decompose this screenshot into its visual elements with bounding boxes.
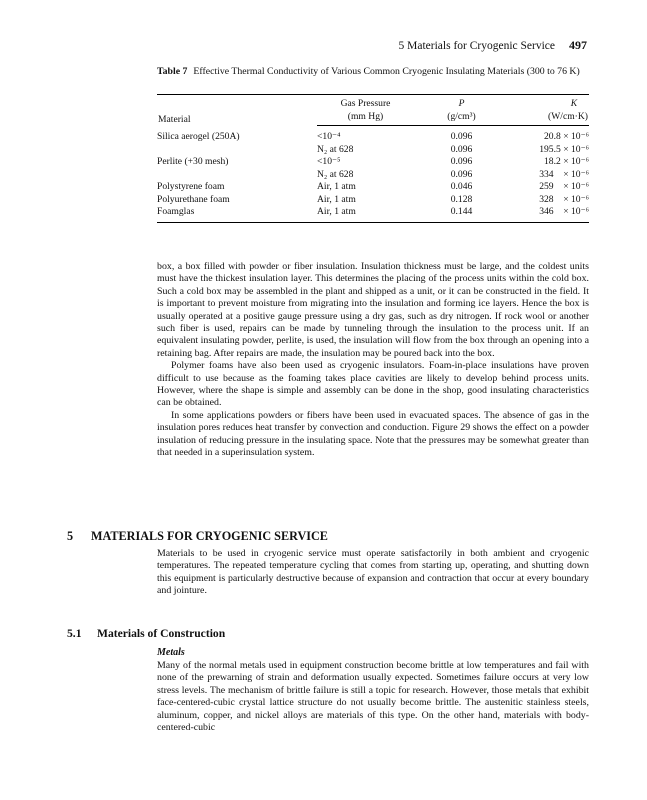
- col-header-material: Material: [157, 95, 317, 126]
- cell-material: Foamglas: [157, 206, 317, 222]
- body-text-continuation: [157, 261, 589, 460]
- cell-k: 20.8 × 10⁻⁶: [544, 131, 589, 142]
- metals-text: [157, 660, 589, 734]
- col-header-p-unit: (g/cm³): [414, 110, 509, 126]
- cell-gas: <10⁻⁴: [317, 131, 341, 142]
- running-title: 5 Materials for Cryogenic Service: [398, 40, 555, 52]
- cell-material: Polyurethane foam: [157, 193, 230, 205]
- cell-k: 259 × 10⁻⁶: [539, 181, 589, 192]
- cell-material: Perlite (+30 mesh): [157, 156, 229, 167]
- cell-k: 195.5 × 10⁻⁶: [539, 143, 589, 155]
- running-header: [399, 38, 587, 53]
- cell-p: 0.144: [414, 206, 509, 222]
- k-symbol: K: [570, 98, 578, 109]
- cell-k: 346 × 10⁻⁶: [509, 206, 589, 222]
- cell-material: [157, 169, 317, 182]
- subsection-title: Materials of Construction: [97, 627, 226, 640]
- cell-material: Polystyrene foam: [157, 181, 225, 192]
- cell-k: 328 × 10⁻⁶: [539, 193, 589, 205]
- cell-gas: N₂ at 628: [317, 143, 354, 155]
- cell-gas: N₂ at 628: [317, 168, 354, 180]
- section-intro-text: [157, 548, 589, 598]
- cell-gas: <10⁻⁵: [317, 156, 341, 167]
- conductivity-table: [157, 94, 589, 223]
- subsection-heading: [67, 627, 225, 640]
- table-row: [157, 169, 589, 182]
- cell-p: 0.096: [450, 131, 473, 142]
- cell-k: 18.2 × 10⁻⁶: [544, 156, 589, 167]
- section-number: 5: [67, 529, 74, 543]
- col-header-k: [509, 95, 589, 111]
- section-title: MATERIALS FOR CRYOGENIC SERVICE: [91, 529, 328, 543]
- col-header-gas: Gas Pressure: [317, 95, 414, 111]
- table-label: Table 7: [157, 66, 188, 77]
- cell-gas: Air, 1 atm: [317, 206, 414, 222]
- col-header-gas-unit: (mm Hg): [317, 110, 414, 126]
- paragraph: box, a box filled with powder or fiber insulation. Insulation thickness must be large, and the coldest units must have the thickest insulation layer. This determines the placing of the process units within the cold box. Such a cold box may be assembled in the plant and shipped as a unit, or it can be constructed in the field. It is important to prevent moisture from migrating into the insulation and forming ice layers. Hence the box is usually operated at a positive gauge pressure using a dry gas, such as dry nitrogen. If rock wool or another such fiber is used, repairs can be made by tunneling through the insulation to the process unit. If an equivalent insulating powder, perlite, is used, the insulation will flow from the box through an opening into a retaining bag. After repairs are made, the insulation may be poured back into the box.: [157, 261, 589, 359]
- table-row: [157, 144, 589, 157]
- table-caption: [157, 66, 589, 78]
- table-row: [157, 126, 589, 144]
- table-row: [157, 181, 589, 194]
- paragraph: Many of the normal metals used in equipment construction become brittle at low temperatures and fail with none of the prewarning of strain and deformation usually expected. Sometimes failure occurs at very low stress levels. The mechanism of brittle failure is still a topic for research. However, those metals that exhibit face-centered-cubic crystal lattice structure do not usually become brittle. The austenitic stainless steels, aluminum, copper, and nickel alloys are materials of this type. On the other hand, materials with body-centered-cubic: [157, 660, 589, 734]
- table-row: [157, 206, 589, 222]
- cell-material: [157, 144, 317, 157]
- cell-p: 0.096: [450, 143, 473, 155]
- page-number: 497: [569, 38, 587, 52]
- metals-heading: Metals: [157, 647, 185, 658]
- paragraph: In some applications powders or fibers have been used in evacuated spaces. The absence of gas in the insulation pores reduces heat transfer by convection and conduction. Figure 29 shows the effect on a powder insulation of reducing pressure in the insulating space. Note that the pressures may be somewhat greater than that needed in a superinsulation system.: [157, 409, 589, 459]
- table-row: [157, 194, 589, 207]
- paragraph: Polymer foams have also been used as cryogenic insulators. Foam-in-place insulations have proven difficult to use because as the foaming takes place cavities are likely to develop behind process units. However, where the shape is simple and assembly can be done in the shop, good insulating characteristics can be obtained.: [157, 360, 589, 409]
- cell-p: 0.096: [450, 168, 473, 180]
- col-header-p: P: [414, 95, 509, 111]
- cell-gas: Air, 1 atm: [317, 193, 356, 205]
- paragraph: Materials to be used in cryogenic service must operate satisfactorily in both ambient and cryogenic temperatures. The repeated temperature cycling that comes from starting up, operating, and shutting down this equipment is particularly destructive because of expansion and contraction that occur at every boundary and jointure.: [157, 548, 589, 597]
- subsection-number: 5.1: [67, 627, 82, 640]
- table-row: [157, 156, 589, 169]
- section-heading: [67, 529, 328, 544]
- cell-k: 334 × 10⁻⁶: [539, 168, 589, 180]
- cell-p: 0.096: [450, 156, 473, 167]
- cell-material: Silica aerogel (250A): [157, 130, 240, 142]
- cell-p: 0.046: [450, 181, 473, 192]
- cell-p: 0.128: [450, 193, 473, 205]
- col-header-k-unit: (W/cm·K): [509, 110, 589, 126]
- cell-gas: Air, 1 atm: [317, 181, 356, 192]
- table-caption-text: Effective Thermal Conductivity of Various Common Cryogenic Insulating Materials (300 to 76 K): [193, 66, 580, 77]
